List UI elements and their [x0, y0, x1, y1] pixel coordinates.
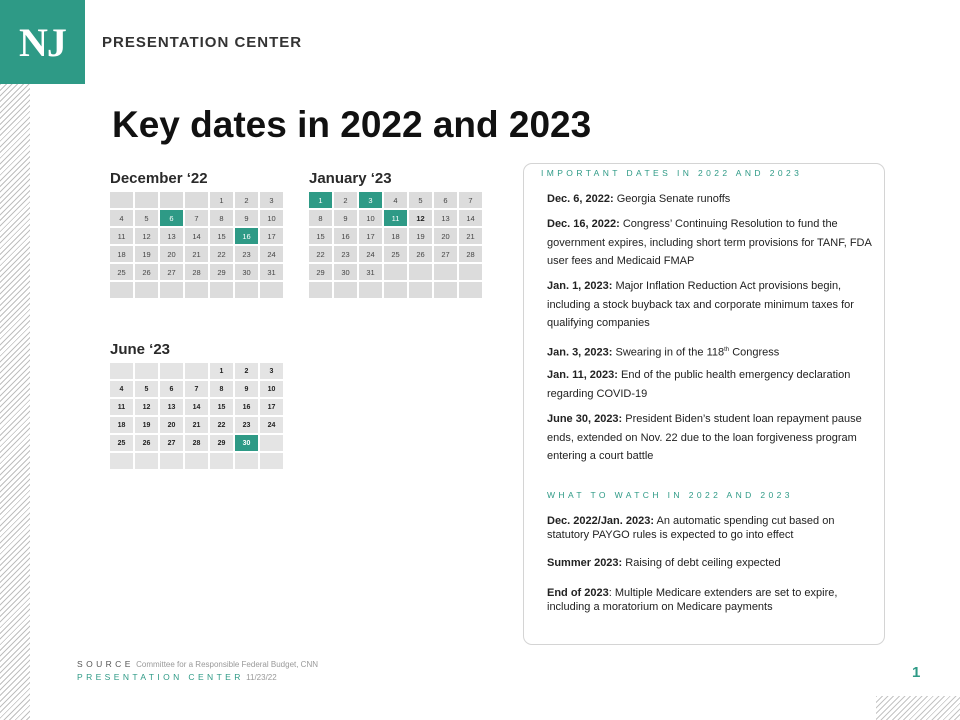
- calendar-day: 22: [210, 246, 233, 262]
- calendar-day: 8: [210, 210, 233, 226]
- calendar-day: 1: [309, 192, 332, 208]
- important-date-item: [547, 410, 882, 466]
- item-text: Georgia Senate runoffs: [613, 193, 731, 205]
- calendar-empty-cell: [409, 282, 432, 298]
- calendar-empty-cell: [384, 264, 407, 280]
- item-date: Summer 2023:: [547, 557, 623, 569]
- calendar-empty-cell: [160, 363, 183, 379]
- calendar-day: 9: [235, 210, 258, 226]
- important-date-item: [547, 277, 882, 333]
- calendar-empty-cell: [110, 282, 133, 298]
- center-date: 11/23/22: [246, 673, 277, 682]
- calendar-day: 25: [384, 246, 407, 262]
- corner-stripe-decoration: [876, 696, 960, 720]
- calendar-day: 19: [135, 246, 158, 262]
- calendar-day: 13: [160, 399, 183, 415]
- calendar-day: 14: [185, 228, 208, 244]
- calendar-day: 18: [110, 417, 133, 433]
- calendar-empty-cell: [160, 192, 183, 208]
- calendar-day: 2: [235, 192, 258, 208]
- calendar-day: 23: [334, 246, 357, 262]
- calendar-day: 6: [160, 210, 183, 226]
- item-date: June 30, 2023:: [547, 413, 623, 425]
- calendar-day: 24: [260, 246, 283, 262]
- nj-logo: [0, 0, 85, 84]
- item-text: End of the public health emergency declaration regarding COVID-19: [547, 369, 851, 400]
- item-date: Dec. 2022/Jan. 2023:: [547, 515, 655, 527]
- calendar-day: 7: [185, 381, 208, 397]
- calendar-day: 16: [235, 399, 258, 415]
- calendar-day: 24: [260, 417, 283, 433]
- calendar-empty-cell: [135, 453, 158, 469]
- logo-text: NJ: [19, 19, 66, 65]
- calendar-day: 27: [160, 435, 183, 451]
- calendar-empty-cell: [434, 264, 457, 280]
- calendar-day: 24: [359, 246, 382, 262]
- calendar-grid: [110, 192, 283, 298]
- source-value: Committee for a Responsible Federal Budget, CNN: [136, 660, 319, 669]
- calendar-day: 31: [260, 264, 283, 280]
- calendar-day: 11: [110, 399, 133, 415]
- calendar-empty-cell: [434, 282, 457, 298]
- calendar-day: 30: [235, 435, 258, 451]
- calendar-day: 7: [185, 210, 208, 226]
- calendar-day: 18: [384, 228, 407, 244]
- calendar-title: June ‘23: [110, 341, 171, 358]
- calendar-day: 15: [210, 399, 233, 415]
- watch-item: [547, 557, 882, 571]
- calendar-day: 28: [185, 264, 208, 280]
- watch-item: [547, 515, 857, 542]
- item-date: Dec. 16, 2022:: [547, 218, 620, 230]
- calendar-day: 27: [160, 264, 183, 280]
- calendar-title: December ‘22: [110, 170, 208, 187]
- calendar-day: 28: [185, 435, 208, 451]
- calendar-day: 13: [434, 210, 457, 226]
- calendar-empty-cell: [185, 282, 208, 298]
- calendar-empty-cell: [110, 192, 133, 208]
- calendar-empty-cell: [409, 264, 432, 280]
- important-date-item: [547, 215, 882, 271]
- calendar-day: 14: [459, 210, 482, 226]
- item-text: : Multiple Medicare extenders are set to expire, including a moratorium on Medicare payments: [547, 587, 838, 613]
- calendar-day: 8: [309, 210, 332, 226]
- calendar-day: 29: [210, 435, 233, 451]
- calendar-day: 25: [110, 264, 133, 280]
- calendar-empty-cell: [210, 282, 233, 298]
- calendar-day: 2: [235, 363, 258, 379]
- calendar-day: 21: [459, 228, 482, 244]
- calendar-day: 23: [235, 246, 258, 262]
- source-line: [77, 659, 318, 669]
- calendar-empty-cell: [260, 435, 283, 451]
- calendar-day: 6: [160, 381, 183, 397]
- item-text: Congress’ Continuing Resolution to fund the government expires, including short term provisions for TANF, FDA user fees and Medicaid FMAP: [547, 218, 872, 267]
- calendar-empty-cell: [210, 453, 233, 469]
- calendar-day: 23: [235, 417, 258, 433]
- calendar-january: [309, 170, 482, 298]
- calendar-day: 25: [110, 435, 133, 451]
- item-text: Major Inflation Reduction Act provisions begin, including a stock buyback tax and corporate minimum taxes for qualifying companies: [547, 280, 854, 329]
- calendar-day: 10: [260, 210, 283, 226]
- calendar-empty-cell: [160, 282, 183, 298]
- calendar-day: 30: [235, 264, 258, 280]
- calendar-day: 21: [185, 246, 208, 262]
- calendar-day: 11: [384, 210, 407, 226]
- calendar-day: 31: [359, 264, 382, 280]
- calendar-day: 22: [309, 246, 332, 262]
- calendar-grid: [110, 363, 283, 469]
- calendar-day: 30: [334, 264, 357, 280]
- calendar-day: 26: [409, 246, 432, 262]
- calendar-day: 17: [359, 228, 382, 244]
- calendar-day: 4: [110, 381, 133, 397]
- calendar-day: 22: [210, 417, 233, 433]
- important-date-item: [547, 341, 882, 362]
- calendar-day: 12: [135, 399, 158, 415]
- item-text: Swearing in of the 118: [612, 346, 725, 359]
- calendar-day: 1: [210, 363, 233, 379]
- calendar-day: 19: [409, 228, 432, 244]
- calendar-empty-cell: [260, 282, 283, 298]
- center-line: [77, 672, 277, 682]
- calendar-empty-cell: [110, 453, 133, 469]
- calendar-day: 5: [409, 192, 432, 208]
- item-superscript: th: [724, 347, 730, 353]
- calendar-empty-cell: [185, 192, 208, 208]
- calendar-day: 19: [135, 417, 158, 433]
- calendar-empty-cell: [235, 282, 258, 298]
- calendar-day: 18: [110, 246, 133, 262]
- calendar-day: 3: [260, 363, 283, 379]
- brand-name: PRESENTATION CENTER: [102, 34, 303, 51]
- calendar-day: 20: [434, 228, 457, 244]
- calendar-december: [110, 170, 283, 298]
- item-date: Jan. 11, 2023:: [547, 369, 618, 381]
- calendar-title: January ‘23: [309, 170, 392, 187]
- calendar-day: 9: [334, 210, 357, 226]
- calendar-empty-cell: [334, 282, 357, 298]
- calendar-day: 10: [359, 210, 382, 226]
- calendar-day: 26: [135, 264, 158, 280]
- calendar-empty-cell: [459, 282, 482, 298]
- item-text: President Biden’s student loan repayment pause ends, extended on Nov. 22 due to the loan forgiveness program entering a court battle: [547, 413, 862, 462]
- item-text: An automatic spending cut based on statutory PAYGO rules is expected to go into effect: [547, 515, 835, 541]
- calendar-empty-cell: [110, 363, 133, 379]
- calendar-day: 12: [135, 228, 158, 244]
- calendar-day: 26: [135, 435, 158, 451]
- calendar-empty-cell: [135, 363, 158, 379]
- calendar-empty-cell: [384, 282, 407, 298]
- calendar-day: 5: [135, 210, 158, 226]
- calendar-day: 3: [359, 192, 382, 208]
- calendar-day: 29: [309, 264, 332, 280]
- calendar-day: 4: [110, 210, 133, 226]
- calendar-june: [110, 341, 283, 469]
- calendar-day: 13: [160, 228, 183, 244]
- calendar-empty-cell: [260, 453, 283, 469]
- item-text: Raising of debt ceiling expected: [622, 557, 781, 569]
- calendar-day: 12: [409, 210, 432, 226]
- calendar-day: 15: [210, 228, 233, 244]
- item-text: Congress: [729, 346, 780, 359]
- calendar-day: 5: [135, 381, 158, 397]
- calendar-day: 16: [334, 228, 357, 244]
- item-date: Dec. 6, 2022:: [547, 193, 614, 205]
- calendar-empty-cell: [185, 453, 208, 469]
- calendar-day: 27: [434, 246, 457, 262]
- calendar-empty-cell: [459, 264, 482, 280]
- calendar-day: 6: [434, 192, 457, 208]
- important-date-item: [547, 366, 882, 403]
- calendar-empty-cell: [185, 363, 208, 379]
- calendar-day: 15: [309, 228, 332, 244]
- calendar-empty-cell: [135, 192, 158, 208]
- watch-heading: WHAT TO WATCH IN 2022 AND 2023: [547, 490, 793, 500]
- calendar-day: 17: [260, 228, 283, 244]
- calendar-day: 14: [185, 399, 208, 415]
- calendar-empty-cell: [135, 282, 158, 298]
- calendar-empty-cell: [359, 282, 382, 298]
- calendar-day: 21: [185, 417, 208, 433]
- calendar-day: 1: [210, 192, 233, 208]
- page-number: 1: [912, 664, 921, 681]
- important-date-item: [547, 190, 882, 209]
- calendar-day: 8: [210, 381, 233, 397]
- item-date: End of 2023: [547, 587, 609, 599]
- item-date: Jan. 1, 2023:: [547, 280, 613, 292]
- calendar-day: 20: [160, 417, 183, 433]
- calendar-day: 2: [334, 192, 357, 208]
- calendar-day: 28: [459, 246, 482, 262]
- calendar-day: 4: [384, 192, 407, 208]
- left-stripe-decoration: [0, 84, 30, 720]
- calendar-day: 20: [160, 246, 183, 262]
- calendar-day: 17: [260, 399, 283, 415]
- calendar-day: 9: [235, 381, 258, 397]
- calendar-day: 29: [210, 264, 233, 280]
- center-label: PRESENTATION CENTER: [77, 672, 244, 682]
- calendar-day: 11: [110, 228, 133, 244]
- calendar-empty-cell: [309, 282, 332, 298]
- calendar-empty-cell: [235, 453, 258, 469]
- calendar-day: 16: [235, 228, 258, 244]
- calendar-day: 7: [459, 192, 482, 208]
- calendar-day: 10: [260, 381, 283, 397]
- important-dates-heading: IMPORTANT DATES IN 2022 AND 2023: [541, 168, 803, 178]
- item-date: Jan. 3, 2023:: [547, 346, 613, 359]
- source-label: SOURCE: [77, 659, 134, 669]
- page-title: Key dates in 2022 and 2023: [112, 104, 592, 145]
- watch-item: [547, 587, 847, 614]
- calendar-grid: [309, 192, 482, 298]
- calendar-empty-cell: [160, 453, 183, 469]
- calendar-day: 3: [260, 192, 283, 208]
